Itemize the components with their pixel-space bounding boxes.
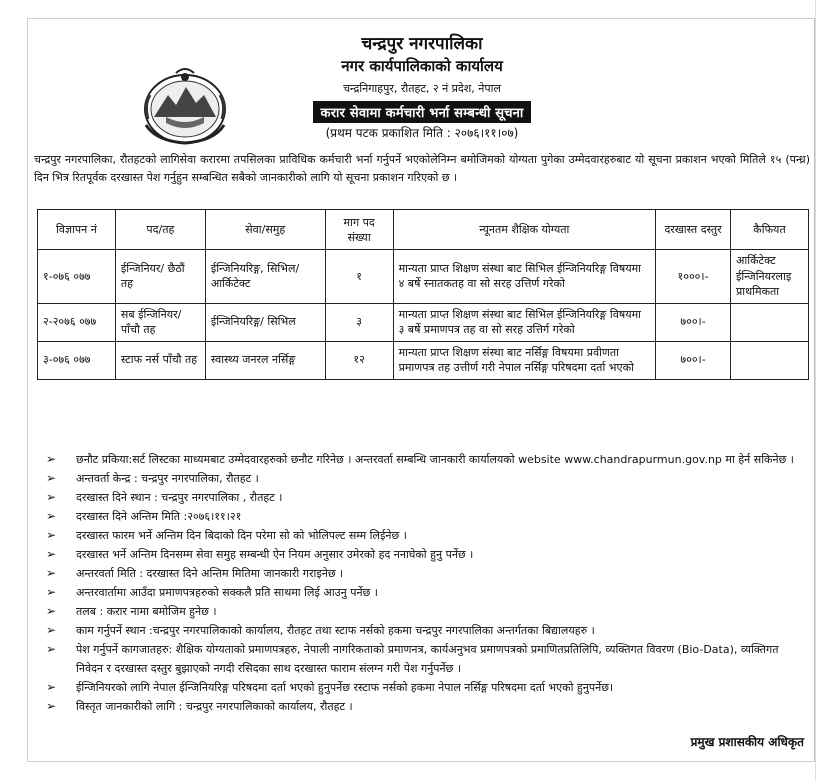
cell-count: १	[325, 250, 393, 304]
note-text: ईन्जिनियरको लागि नेपाल ईन्जिनियरिङ्ग परिषदमा दर्ता भएको हुनुपर्नेछ रस्टाफ नर्सको हकमा नेपाल नर्सिङ्ग परिषदमा दर्ता भएको हुनुपर्नेछ।	[76, 681, 614, 694]
arrow-bullet-icon: ➢	[46, 623, 57, 637]
vacancy-table	[37, 209, 809, 380]
cell-count: १२	[325, 341, 393, 379]
cell-service: स्वास्थ्य जनरल नर्सिङ्ग	[205, 341, 325, 379]
notes-list	[46, 450, 808, 716]
table-row	[38, 303, 809, 341]
list-item	[46, 469, 808, 488]
list-item	[46, 621, 808, 640]
note-text: दरखास्त दिने अन्तिम मिति :२०७६।११।२१	[76, 510, 242, 523]
list-item	[46, 507, 808, 526]
arrow-bullet-icon: ➢	[46, 642, 57, 656]
arrow-bullet-icon: ➢	[46, 547, 57, 561]
arrow-bullet-icon: ➢	[46, 471, 57, 485]
notice-header	[28, 31, 816, 166]
notice-page	[27, 18, 815, 762]
list-item	[46, 602, 808, 621]
col-header-remarks: कैफियत	[731, 210, 809, 250]
arrow-bullet-icon: ➢	[46, 680, 57, 694]
table-row	[38, 341, 809, 379]
note-text: दरखास्त दिने स्थान : चन्द्रपुर नगरपालिका , रौतहट ।	[76, 491, 283, 504]
list-item	[46, 545, 808, 564]
list-item	[46, 697, 808, 716]
intro-paragraph: चन्द्रपुर नगरपालिका, रौतहटको लागिसेवा करारमा तपसिलका प्राविधिक कर्मचारी भर्ना गर्नुपर्ने भएकोलेनिम्न बमोजिमको योग्यता पुगेका उम्मेदवारहरुबाट यो सूचना प्रकाशन भएको मितिले १५ (पन्ध्र) दिन भित्र रितपूर्वक दरखास्त पेश गर्नुहुन सम्बन्धित सबैको जानकारीको लागि यो सूचना प्रकाशन गरिएको छ ।	[34, 153, 810, 184]
municipality-name: चन्द्रपुर नगरपालिका	[361, 34, 483, 54]
cell-remarks: आर्किटेक्ट ईन्जिनियरलाइ प्राथमिकता	[731, 250, 809, 304]
cell-fee: ७००।-	[656, 303, 731, 341]
arrow-bullet-icon: ➢	[46, 528, 57, 542]
arrow-bullet-icon: ➢	[46, 509, 57, 523]
cell-ad-no: १-०७६ ०७७	[38, 250, 116, 304]
note-text: पेश गर्नुपर्ने कागजातहरु: शैक्षिक योग्यताको प्रमाणपत्रहरु, नेपाली नागरिकताको प्रमाणनत्र, कार्यअनुभव प्रमाणपत्रको प्रमाणितप्रतिलिपि, व्यक्तिगत विवरण (Bio-Data), व्यक्तिगत निवेदन र दरखास्त दस्तुर बुझाएको नगदी रसिदका साथ दरखास्त फाराम संलग्न गरी पेश गर्नुपर्नेछ ।	[76, 643, 779, 675]
arrow-bullet-icon: ➢	[46, 452, 57, 466]
cell-fee: १०००।-	[656, 250, 731, 304]
cell-post: ईन्जिनियर/ छैठौं तह	[115, 250, 205, 304]
list-item	[46, 450, 808, 469]
office-name: नगर कार्यपालिकाको कार्यालय	[341, 57, 503, 75]
office-address: चन्द्रनिगाहपुर, रौतहट, २ नं प्रदेश, नेपाल	[343, 82, 501, 95]
list-item	[46, 640, 808, 678]
cell-qualification: मान्यता प्राप्त शिक्षण संस्था बाट सिभिल ईन्जिनियरिङ्ग विषयमा ४ बर्षे स्नातकतह वा सो सरह उत्तिर्ण गरेको	[393, 250, 656, 304]
col-header-service: सेवा/समुह	[205, 210, 325, 250]
col-header-ad-no: विज्ञापन नं	[38, 210, 116, 250]
notice-title-wrap	[28, 101, 816, 123]
note-text: काम गर्नुपर्ने स्थान :चन्द्रपुर नगरपालिकाको कार्यालय, रौतहट तथा स्टाफ नर्सको हकमा चन्द्रपुर नगरपालिका अन्तर्गतका बिद्यालयहरु ।	[76, 624, 595, 637]
note-text: छनौट प्रकिया:सर्ट लिस्टका माध्यमबाट उम्मेदवारहरुको छनौट गरिनेछ । अन्तरवर्ता सम्बन्धि जानकारी कार्यालयको website www.chandrapurmun.gov.np मा हेर्न सकिनेछ ।	[76, 453, 794, 466]
cell-count: ३	[325, 303, 393, 341]
cell-ad-no: २-२०७६ ०७७	[38, 303, 116, 341]
cell-fee: ७००।-	[656, 341, 731, 379]
arrow-bullet-icon: ➢	[46, 604, 57, 618]
note-text: अन्तरवर्ता मिति : दरखास्त दिने अन्तिम मितिमा जानकारी गराइनेछ ।	[76, 567, 344, 580]
cell-remarks	[731, 341, 809, 379]
list-item	[46, 678, 808, 697]
note-text: दरखास्त फारम भर्ने अन्तिम दिन बिदाको दिन परेमा सो को भोलिपल्ट सम्म लिईनेछ ।	[76, 529, 407, 542]
cell-service: ईन्जिनियरिङ्ग/ सिभिल	[205, 303, 325, 341]
notice-title: करार सेवामा कर्मचारी भर्ना सम्बन्धी सूचना	[313, 101, 532, 123]
cell-remarks	[731, 303, 809, 341]
list-item	[46, 583, 808, 602]
cell-service: ईन्जिनियरिङ्ग, सिभिल/ आर्किटेक्ट	[205, 250, 325, 304]
note-text: दरखास्त भर्ने अन्तिम दिनसम्म सेवा समुह सम्बन्धी ऐन नियम अनुसार उमेरको हद ननाघेको हुनु पर्नेछ ।	[76, 548, 474, 561]
publish-date: (प्रथम पटक प्रकाशित मिति : २०७६।११।०७)	[325, 126, 519, 140]
note-text: अन्तवर्ता केन्द्र : चन्द्रपुर नगरपालिका, रौतहट ।	[76, 472, 259, 485]
col-header-fee: दरखास्त दस्तुर	[656, 210, 731, 250]
cell-qualification: मान्यता प्राप्त शिक्षण संस्था बाट नर्सिङ्ग विषयमा प्रवीणता प्रमाणपत्र तह उत्तीर्ण गरी नेपाल नर्सिङ्ग परिषदमा दर्ता भएको	[393, 341, 656, 379]
cell-qualification: मान्यता प्राप्त शिक्षण संस्था बाट सिभिल ईन्जिनियरिङ्ग विषयमा ३ बर्षे प्रमाणपत्र तह वा सो सरह उत्तिर्ग गरेको	[393, 303, 656, 341]
arrow-bullet-icon: ➢	[46, 490, 57, 504]
cell-post: सब ईन्जिनियर/ पाँचौ तह	[115, 303, 205, 341]
cell-ad-no: ३-०७६ ०७७	[38, 341, 116, 379]
list-item	[46, 564, 808, 583]
cell-post: स्टाफ नर्स पाँचौ तह	[115, 341, 205, 379]
col-header-qualification: न्यूनतम शैक्षिक योग्यता	[393, 210, 656, 250]
arrow-bullet-icon: ➢	[46, 699, 57, 713]
table-header-row	[38, 210, 809, 250]
list-item	[46, 526, 808, 545]
note-text: अन्तरवार्तामा आउँदा प्रमाणपत्रहरुको सक्कलै प्रति साथमा लिई आउनु पर्नेछ ।	[76, 586, 378, 599]
note-text: विस्तृत जानकारीको लागि : चन्द्रपुर नगरपालिकाको कार्यालय, रौतहट ।	[76, 700, 353, 713]
note-text: तलब : करार नामा बमोजिम हुनेछ ।	[76, 605, 217, 618]
list-item	[46, 488, 808, 507]
arrow-bullet-icon: ➢	[46, 585, 57, 599]
signature-title: प्रमुख प्रशासकीय अधिकृत	[690, 735, 804, 749]
table-row	[38, 250, 809, 304]
col-header-post: पद/तह	[115, 210, 205, 250]
arrow-bullet-icon: ➢	[46, 566, 57, 580]
col-header-count: माग पद संख्या	[325, 210, 393, 250]
